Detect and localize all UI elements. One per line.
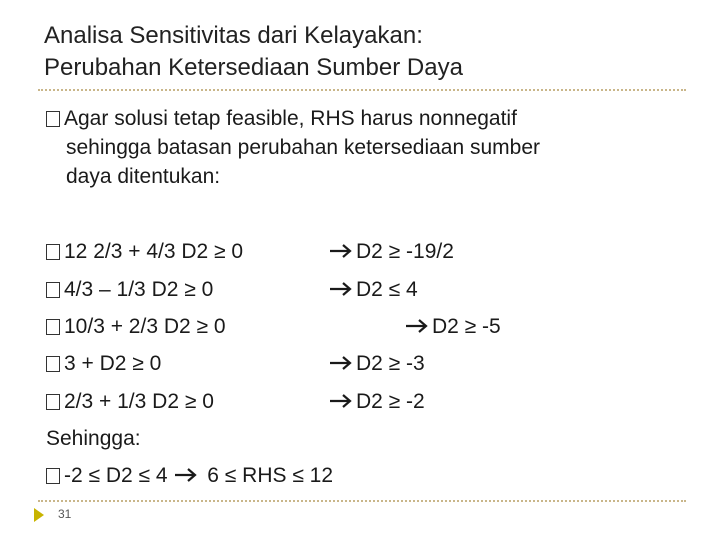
page-number: 31 <box>58 507 72 521</box>
right-arrow-icon <box>328 393 356 409</box>
right-arrow-icon <box>328 243 356 259</box>
constraint-expr: 3 + D2 ≥ 0 <box>64 352 162 375</box>
intro-text-3: daya ditentukan: <box>66 165 221 188</box>
right-arrow-icon <box>328 355 356 371</box>
intro-text-2: sehingga batasan perubahan ketersediaan sumber <box>66 136 541 159</box>
constraint-expr: 12 2/3 + 4/3 D2 ≥ 0 <box>64 240 244 263</box>
constraint-result <box>404 313 501 341</box>
constraint-expr: 4/3 – 1/3 D2 ≥ 0 <box>64 278 214 301</box>
slide-title <box>44 20 463 84</box>
title-line-2: Perubahan Ketersediaan Sumber Daya <box>44 54 463 81</box>
constraint-row <box>46 276 213 304</box>
bullet-box-icon <box>46 282 60 298</box>
conclusion-range <box>46 462 333 490</box>
constraint-result-text: D2 ≥ -5 <box>432 315 501 338</box>
constraint-expr: 10/3 + 2/3 D2 ≥ 0 <box>64 315 226 338</box>
conclusion-label: Sehingga: <box>46 427 141 450</box>
title-divider <box>38 89 686 91</box>
title-line-1: Analisa Sensitivitas dari Kelayakan: <box>44 22 423 49</box>
constraint-row <box>46 313 226 341</box>
constraint-row <box>46 350 161 378</box>
constraint-result-text: D2 ≥ -2 <box>356 390 425 413</box>
constraint-result <box>328 238 454 266</box>
intro-text-1: Agar solusi tetap feasible, RHS harus nonnegatif <box>64 107 517 130</box>
right-arrow-icon <box>404 318 432 334</box>
bullet-box-icon <box>46 319 60 335</box>
constraint-result <box>328 388 425 416</box>
bullet-box-icon <box>46 356 60 372</box>
constraint-result-text: D2 ≤ 4 <box>356 278 418 301</box>
range-left: -2 ≤ D2 ≤ 4 <box>64 464 168 487</box>
range-right: 6 ≤ RHS ≤ 12 <box>207 464 334 487</box>
constraint-result <box>328 276 418 304</box>
constraint-result <box>328 350 425 378</box>
constraint-row <box>46 388 214 416</box>
constraint-result-text: D2 ≥ -19/2 <box>356 240 454 263</box>
bullet-box-icon <box>46 394 60 410</box>
bullet-box-icon <box>46 111 60 127</box>
constraint-row <box>46 238 243 266</box>
right-arrow-icon <box>173 467 201 483</box>
footer-divider <box>38 500 686 502</box>
bullet-box-icon <box>46 244 60 260</box>
right-arrow-icon <box>328 281 356 297</box>
constraint-expr: 2/3 + 1/3 D2 ≥ 0 <box>64 390 214 413</box>
intro-bullet <box>46 104 686 191</box>
bullet-box-icon <box>46 468 60 484</box>
constraint-result-text: D2 ≥ -3 <box>356 352 425 375</box>
page-marker-icon <box>34 508 44 522</box>
